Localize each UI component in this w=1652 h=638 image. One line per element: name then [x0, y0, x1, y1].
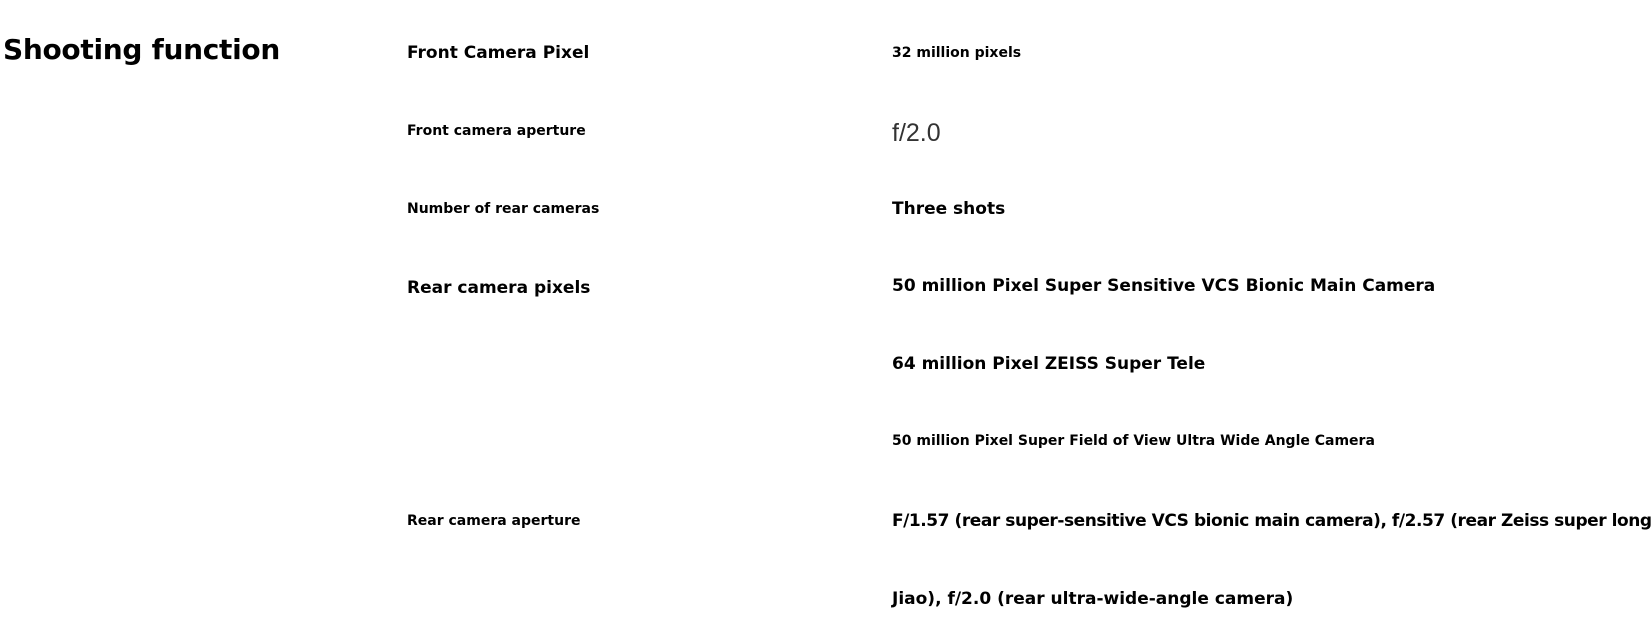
spec-label: Front camera aperture [407, 123, 586, 139]
spec-label: Rear camera aperture [407, 513, 581, 529]
spec-value: Three shots [892, 199, 1006, 219]
spec-value-line: 50 million Pixel Super Field of View Ultra Wide Angle Camera [892, 433, 1375, 449]
spec-value-line: F/1.57 (rear super-sensitive VCS bionic main camera), f/2.57 (rear Zeiss super long [892, 511, 1652, 531]
spec-value-line: 50 million Pixel Super Sensitive VCS Bionic Main Camera [892, 276, 1436, 296]
spec-value-line: 64 million Pixel ZEISS Super Tele [892, 354, 1206, 374]
section-title: Shooting function [3, 33, 280, 66]
spec-label: Front Camera Pixel [407, 43, 590, 63]
spec-value: f/2.0 [892, 119, 941, 147]
spec-label: Number of rear cameras [407, 201, 600, 217]
spec-value-line: Jiao), f/2.0 (rear ultra-wide-angle camera) [892, 589, 1294, 609]
spec-value: 32 million pixels [892, 45, 1022, 61]
spec-label: Rear camera pixels [407, 278, 591, 298]
